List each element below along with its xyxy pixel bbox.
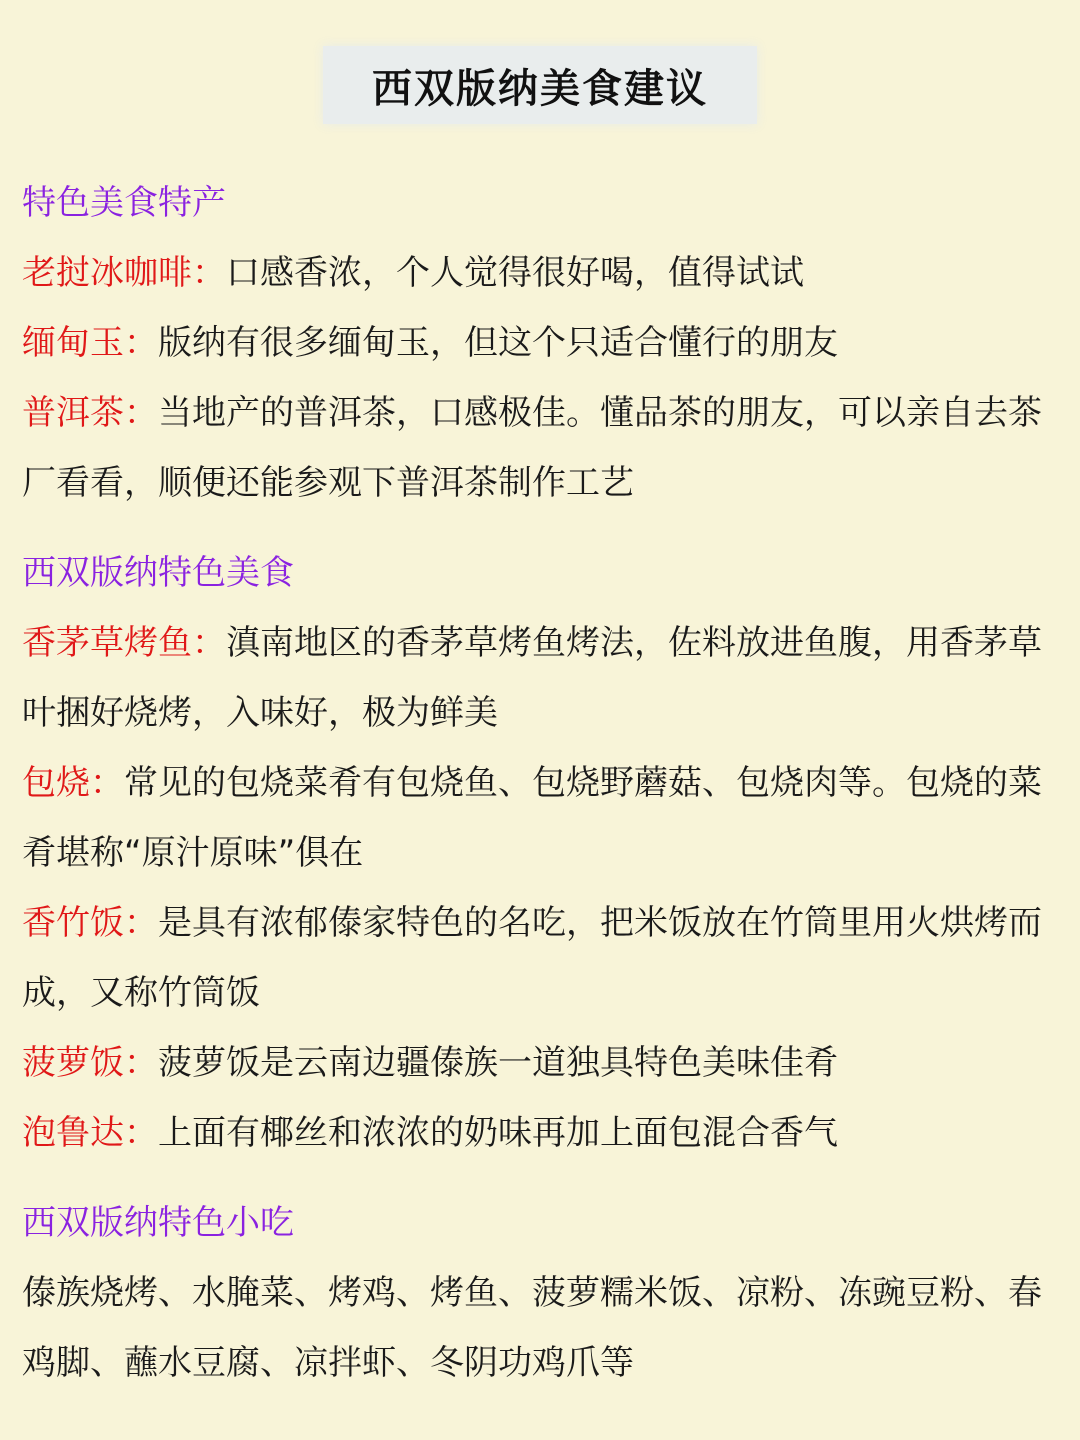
item-text: 是具有浓郁傣家特色的名吃，把米饭放在竹筒里用火烘烤而成，又称竹筒饭 bbox=[22, 903, 1042, 1013]
snack-list: 傣族烧烤、水腌菜、烤鸡、烤鱼、菠萝糯米饭、凉粉、冻豌豆粉、春鸡脚、蘸水豆腐、凉拌虾、冬阴功鸡爪等 bbox=[22, 1273, 1042, 1383]
item-text: 当地产的普洱茶，口感极佳。懂品茶的朋友，可以亲自去茶厂看看，顺便还能参观下普洱茶制作工艺 bbox=[22, 393, 1042, 503]
list-item bbox=[22, 378, 1062, 518]
section-heading-specialties: 特色美食特产 bbox=[22, 183, 226, 223]
item-label: 缅甸玉： bbox=[22, 323, 158, 363]
item-text: 常见的包烧菜肴有包烧鱼、包烧野蘑菇、包烧肉等。包烧的菜肴堪称“原汁原味”俱在 bbox=[22, 763, 1042, 873]
list-item bbox=[22, 888, 1062, 1028]
spacer bbox=[22, 1168, 1062, 1188]
item-label: 香茅草烤鱼： bbox=[22, 623, 226, 663]
item-text: 口感香浓，个人觉得很好喝，值得试试 bbox=[226, 253, 804, 293]
list-item bbox=[22, 1028, 1062, 1098]
section-heading-snacks: 西双版纳特色小吃 bbox=[22, 1203, 294, 1243]
item-text: 滇南地区的香茅草烤鱼烤法，佐料放进鱼腹，用香茅草叶捆好烧烤，入味好，极为鲜美 bbox=[22, 623, 1042, 733]
spacer bbox=[22, 518, 1062, 538]
item-label: 香竹饭： bbox=[22, 903, 158, 943]
title-box bbox=[323, 46, 757, 124]
list-item bbox=[22, 1098, 1062, 1168]
content bbox=[22, 168, 1062, 1398]
item-label: 普洱茶： bbox=[22, 393, 158, 433]
item-text: 菠萝饭是云南边疆傣族一道独具特色美味佳肴 bbox=[158, 1043, 838, 1083]
item-label: 泡鲁达： bbox=[22, 1113, 158, 1153]
list-item bbox=[22, 748, 1062, 888]
section-heading-dishes: 西双版纳特色美食 bbox=[22, 553, 294, 593]
item-text: 版纳有很多缅甸玉，但这个只适合懂行的朋友 bbox=[158, 323, 838, 363]
page-title: 西双版纳美食建议 bbox=[372, 65, 708, 112]
item-label: 包烧： bbox=[22, 763, 124, 803]
list-item bbox=[22, 238, 1062, 308]
item-label: 老挝冰咖啡： bbox=[22, 253, 226, 293]
list-item bbox=[22, 608, 1062, 748]
list-item bbox=[22, 308, 1062, 378]
item-label: 菠萝饭： bbox=[22, 1043, 158, 1083]
item-text: 上面有椰丝和浓浓的奶味再加上面包混合香气 bbox=[158, 1113, 838, 1153]
